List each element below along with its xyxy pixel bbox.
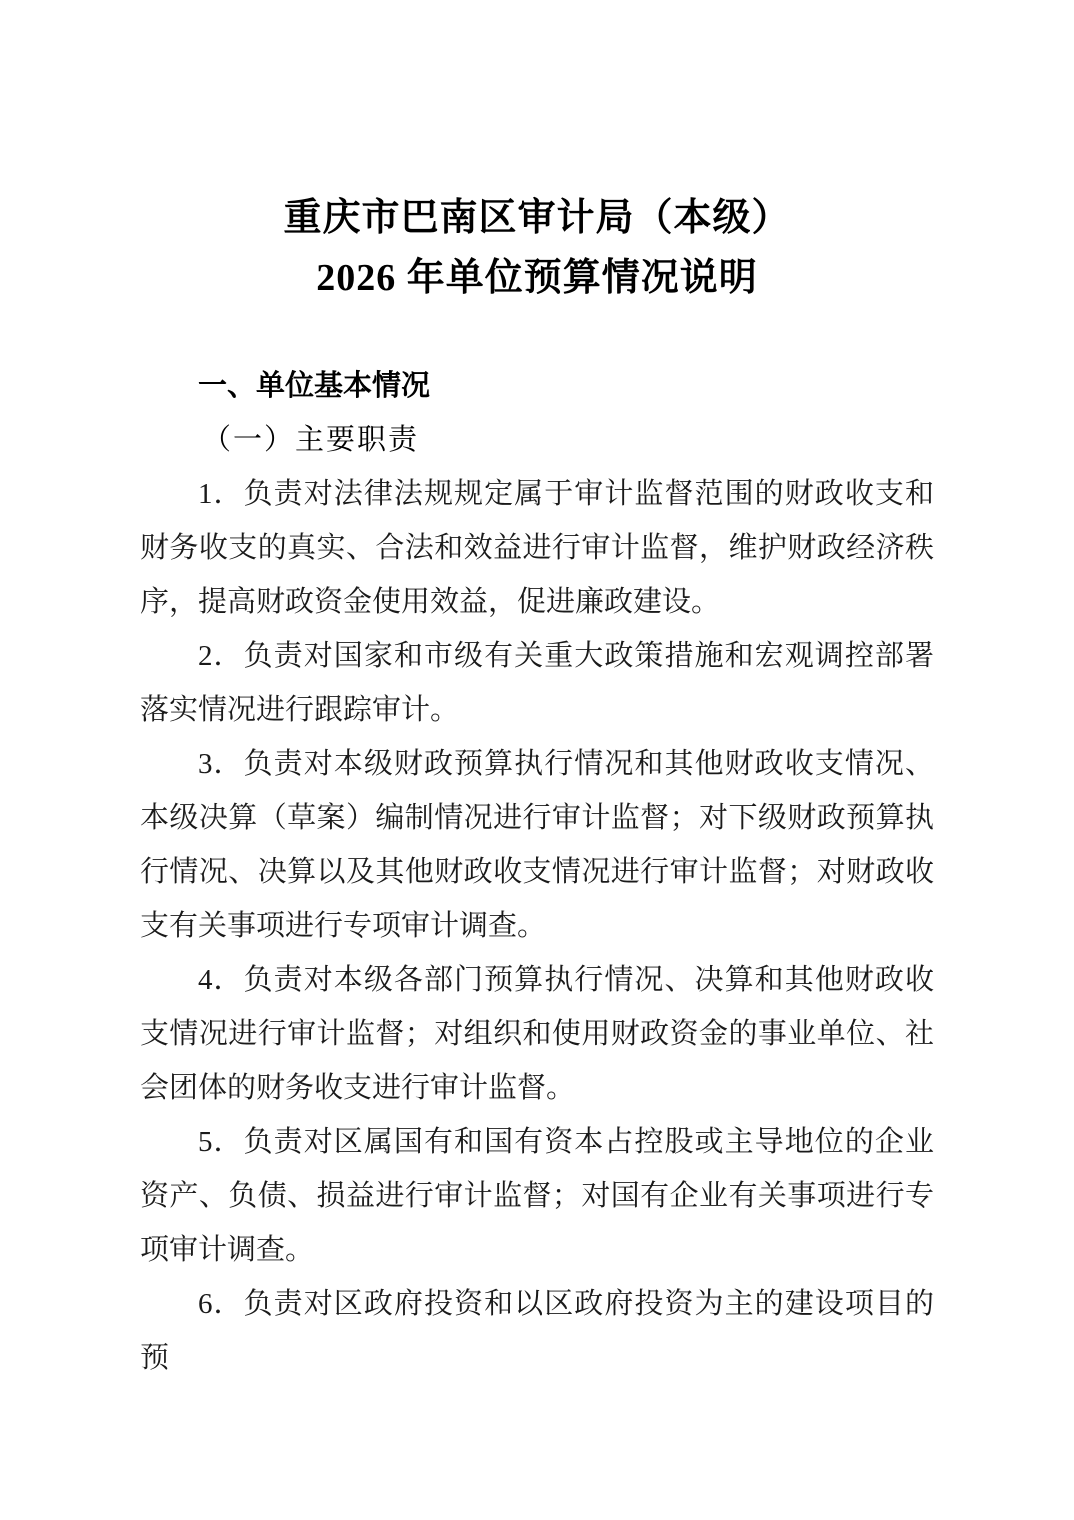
section-heading-unit-basic-info: 一、单位基本情况	[198, 370, 431, 402]
document-title-line1: 重庆市巴南区审计局（本级）	[283, 197, 791, 239]
duty-paragraph-5: 5．负责对区属国有和国有资本占控股或主导地位的企业资产、负债、损益进行审计监督；对国有企业有关事项进行专项审计调查。	[140, 1126, 934, 1266]
duty-paragraph-2: 2．负责对国家和市级有关重大政策措施和宏观调控部署落实情况进行跟踪审计。	[140, 640, 934, 726]
duty-paragraph-6: 6．负责对区政府投资和以区政府投资为主的建设项目的预	[140, 1288, 934, 1374]
document-body	[140, 359, 934, 1385]
document-title-line2: 2026 年单位预算情况说明	[316, 257, 758, 299]
subsection-heading-main-duties: （一）主要职责	[202, 424, 420, 456]
duty-paragraph-4: 4．负责对本级各部门预算执行情况、决算和其他财政收支情况进行审计监督；对组织和使用财政资金的事业单位、社会团体的财务收支进行审计监督。	[140, 964, 934, 1104]
duty-paragraph-1: 1．负责对法律法规规定属于审计监督范围的财政收支和财务收支的真实、合法和效益进行审计监督，维护财政经济秩序，提高财政资金使用效益，促进廉政建设。	[140, 478, 934, 618]
document-title	[0, 188, 1074, 308]
duty-paragraph-3: 3．负责对本级财政预算执行情况和其他财政收支情况、本级决算（草案）编制情况进行审计监督；对下级财政预算执行情况、决算以及其他财政收支情况进行审计监督；对财政收支有关事项进行专项审计调查。	[140, 748, 934, 942]
